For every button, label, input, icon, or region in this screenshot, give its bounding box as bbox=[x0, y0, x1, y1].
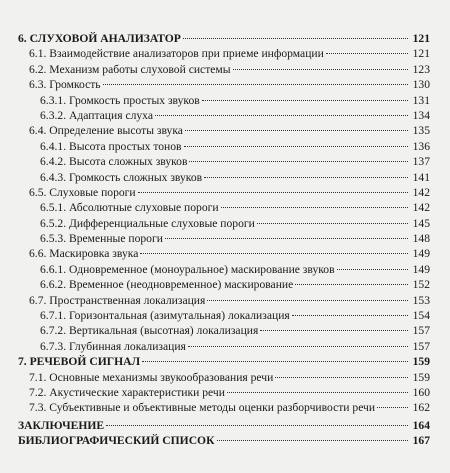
dot-leader bbox=[138, 192, 408, 193]
toc-entry-page: 121 bbox=[412, 32, 430, 45]
toc-entry bbox=[18, 293, 430, 308]
toc-entry bbox=[18, 93, 430, 108]
dot-leader bbox=[184, 146, 408, 147]
toc-entry-page: 157 bbox=[412, 324, 430, 338]
toc-entry bbox=[18, 62, 430, 77]
dot-leader bbox=[295, 284, 408, 285]
toc-entry-page: 160 bbox=[412, 385, 430, 399]
dot-leader bbox=[292, 315, 408, 316]
dot-leader bbox=[189, 161, 408, 162]
dot-leader bbox=[202, 100, 408, 101]
toc-entry-label: 6.5.1. Абсолютные слуховые пороги bbox=[40, 201, 219, 215]
toc-entry bbox=[18, 400, 430, 415]
toc-entry-page: 135 bbox=[412, 124, 430, 138]
toc-entry bbox=[18, 154, 430, 169]
toc-entry bbox=[18, 370, 430, 385]
toc-entry bbox=[18, 46, 430, 61]
dot-leader bbox=[257, 223, 408, 224]
toc-entry-page: 136 bbox=[412, 139, 430, 153]
toc-entry-page: 149 bbox=[412, 247, 430, 261]
dot-leader bbox=[337, 269, 408, 270]
toc-entry-page: 167 bbox=[412, 434, 430, 448]
toc-entry bbox=[18, 170, 430, 185]
toc-entry bbox=[18, 77, 430, 92]
toc-entry bbox=[18, 385, 430, 400]
toc-entry-label: 7.1. Основные механизмы звукообразования речи bbox=[29, 370, 274, 384]
toc-entry-label: 6.4. Определение высоты звука bbox=[29, 124, 183, 138]
table-of-contents bbox=[18, 31, 430, 449]
toc-entry-label: 6.7.3. Глубинная локализация bbox=[40, 339, 186, 353]
dot-leader bbox=[275, 377, 408, 378]
toc-entry bbox=[18, 308, 430, 323]
toc-entry-page: 152 bbox=[412, 278, 430, 292]
toc-entry bbox=[18, 354, 430, 369]
dot-leader bbox=[106, 425, 408, 426]
dot-leader bbox=[207, 300, 408, 301]
toc-entry-label: 6.7.1. Горизонтальная (азимутальная) локализация bbox=[40, 309, 290, 323]
toc-entry-label: 6.5.3. Временные пороги bbox=[40, 232, 163, 246]
toc-entry-page: 148 bbox=[412, 232, 430, 246]
toc-entry bbox=[18, 108, 430, 123]
dot-leader bbox=[377, 407, 408, 408]
dot-leader bbox=[183, 38, 408, 39]
toc-entry bbox=[18, 262, 430, 277]
toc-entry-label: 6.1. Взаимодействие анализаторов при приеме информации bbox=[29, 47, 324, 61]
toc-entry-page: 130 bbox=[412, 78, 430, 92]
toc-entry-page: 141 bbox=[412, 170, 430, 184]
toc-entry-page: 149 bbox=[412, 262, 430, 276]
toc-entry-label: 6. СЛУХОВОЙ АНАЛИЗАТОР bbox=[18, 32, 181, 45]
toc-entry bbox=[18, 277, 430, 292]
dot-leader bbox=[233, 69, 408, 70]
toc-entry-page: 121 bbox=[412, 47, 430, 61]
dot-leader bbox=[188, 346, 408, 347]
toc-entry-label: 6.7.2. Вертикальная (высотная) локализация bbox=[40, 324, 259, 338]
toc-entry-page: 162 bbox=[412, 401, 430, 415]
toc-entry bbox=[18, 433, 430, 448]
toc-entry-page: 164 bbox=[412, 418, 430, 432]
toc-entry-label: 6.6. Маскировка звука bbox=[29, 247, 139, 261]
toc-entry-label: 7.2. Акустические характеристики речи bbox=[29, 385, 225, 399]
dot-leader bbox=[217, 440, 409, 441]
toc-entry bbox=[18, 339, 430, 354]
toc-entry bbox=[18, 231, 430, 246]
dot-leader bbox=[140, 253, 408, 254]
dot-leader bbox=[260, 330, 408, 331]
dot-leader bbox=[155, 115, 408, 116]
toc-entry-label: 6.3.2. Адаптация слуха bbox=[40, 108, 153, 122]
toc-entry-label: БИБЛИОГРАФИЧЕСКИЙ СПИСОК bbox=[18, 434, 215, 448]
dot-leader bbox=[165, 238, 408, 239]
toc-entry-page: 142 bbox=[412, 201, 430, 215]
toc-entry bbox=[18, 139, 430, 154]
dot-leader bbox=[185, 130, 408, 131]
toc-entry-page: 154 bbox=[412, 309, 430, 323]
toc-entry-label: 6.4.2. Высота сложных звуков bbox=[40, 155, 188, 169]
toc-entry bbox=[18, 123, 430, 138]
toc-entry-page: 137 bbox=[412, 155, 430, 169]
toc-entry-label: 6.6.2. Временное (неодновременное) маскирование bbox=[40, 278, 294, 292]
toc-entry-page: 142 bbox=[412, 185, 430, 199]
toc-entry-label: 6.4.3. Громкость сложных звуков bbox=[40, 170, 203, 184]
toc-entry-label: 6.2. Механизм работы слуховой системы bbox=[29, 62, 231, 76]
toc-entry-label: 7.3. Субъективные и объективные методы оценки разборчивости речи bbox=[29, 401, 376, 415]
dot-leader bbox=[227, 392, 408, 393]
toc-entry-page: 159 bbox=[412, 370, 430, 384]
dot-leader bbox=[326, 53, 408, 54]
dot-leader bbox=[204, 177, 408, 178]
toc-entry-page: 153 bbox=[412, 293, 430, 307]
toc-entry bbox=[18, 323, 430, 338]
toc-entry-page: 159 bbox=[412, 355, 430, 369]
toc-entry-page: 131 bbox=[412, 93, 430, 107]
toc-entry bbox=[18, 216, 430, 231]
dot-leader bbox=[142, 361, 408, 362]
toc-entry bbox=[18, 246, 430, 261]
toc-entry-label: 6.3.1. Громкость простых звуков bbox=[40, 93, 200, 107]
toc-entry-label: 6.4.1. Высота простых тонов bbox=[40, 139, 182, 153]
toc-entry-label: ЗАКЛЮЧЕНИЕ bbox=[18, 418, 105, 432]
toc-entry-label: 6.5. Слуховые пороги bbox=[29, 185, 136, 199]
toc-entry-label: 6.7. Пространственная локализация bbox=[29, 293, 206, 307]
toc-entry-page: 134 bbox=[412, 108, 430, 122]
toc-entry-page: 145 bbox=[412, 216, 430, 230]
toc-entry-label: 6.3. Громкость bbox=[29, 78, 101, 92]
toc-entry-page: 157 bbox=[412, 339, 430, 353]
toc-entry-page: 123 bbox=[412, 62, 430, 76]
dot-leader bbox=[103, 84, 408, 85]
toc-entry bbox=[18, 200, 430, 215]
toc-entry-label: 6.5.2. Дифференциальные слуховые пороги bbox=[40, 216, 255, 230]
toc-entry-label: 7. РЕЧЕВОЙ СИГНАЛ bbox=[18, 355, 141, 369]
toc-entry bbox=[18, 418, 430, 433]
toc-entry-label: 6.6.1. Одновременное (моноуральное) маскирование звуков bbox=[40, 262, 335, 276]
dot-leader bbox=[221, 207, 408, 208]
toc-entry bbox=[18, 185, 430, 200]
toc-entry bbox=[18, 31, 430, 46]
